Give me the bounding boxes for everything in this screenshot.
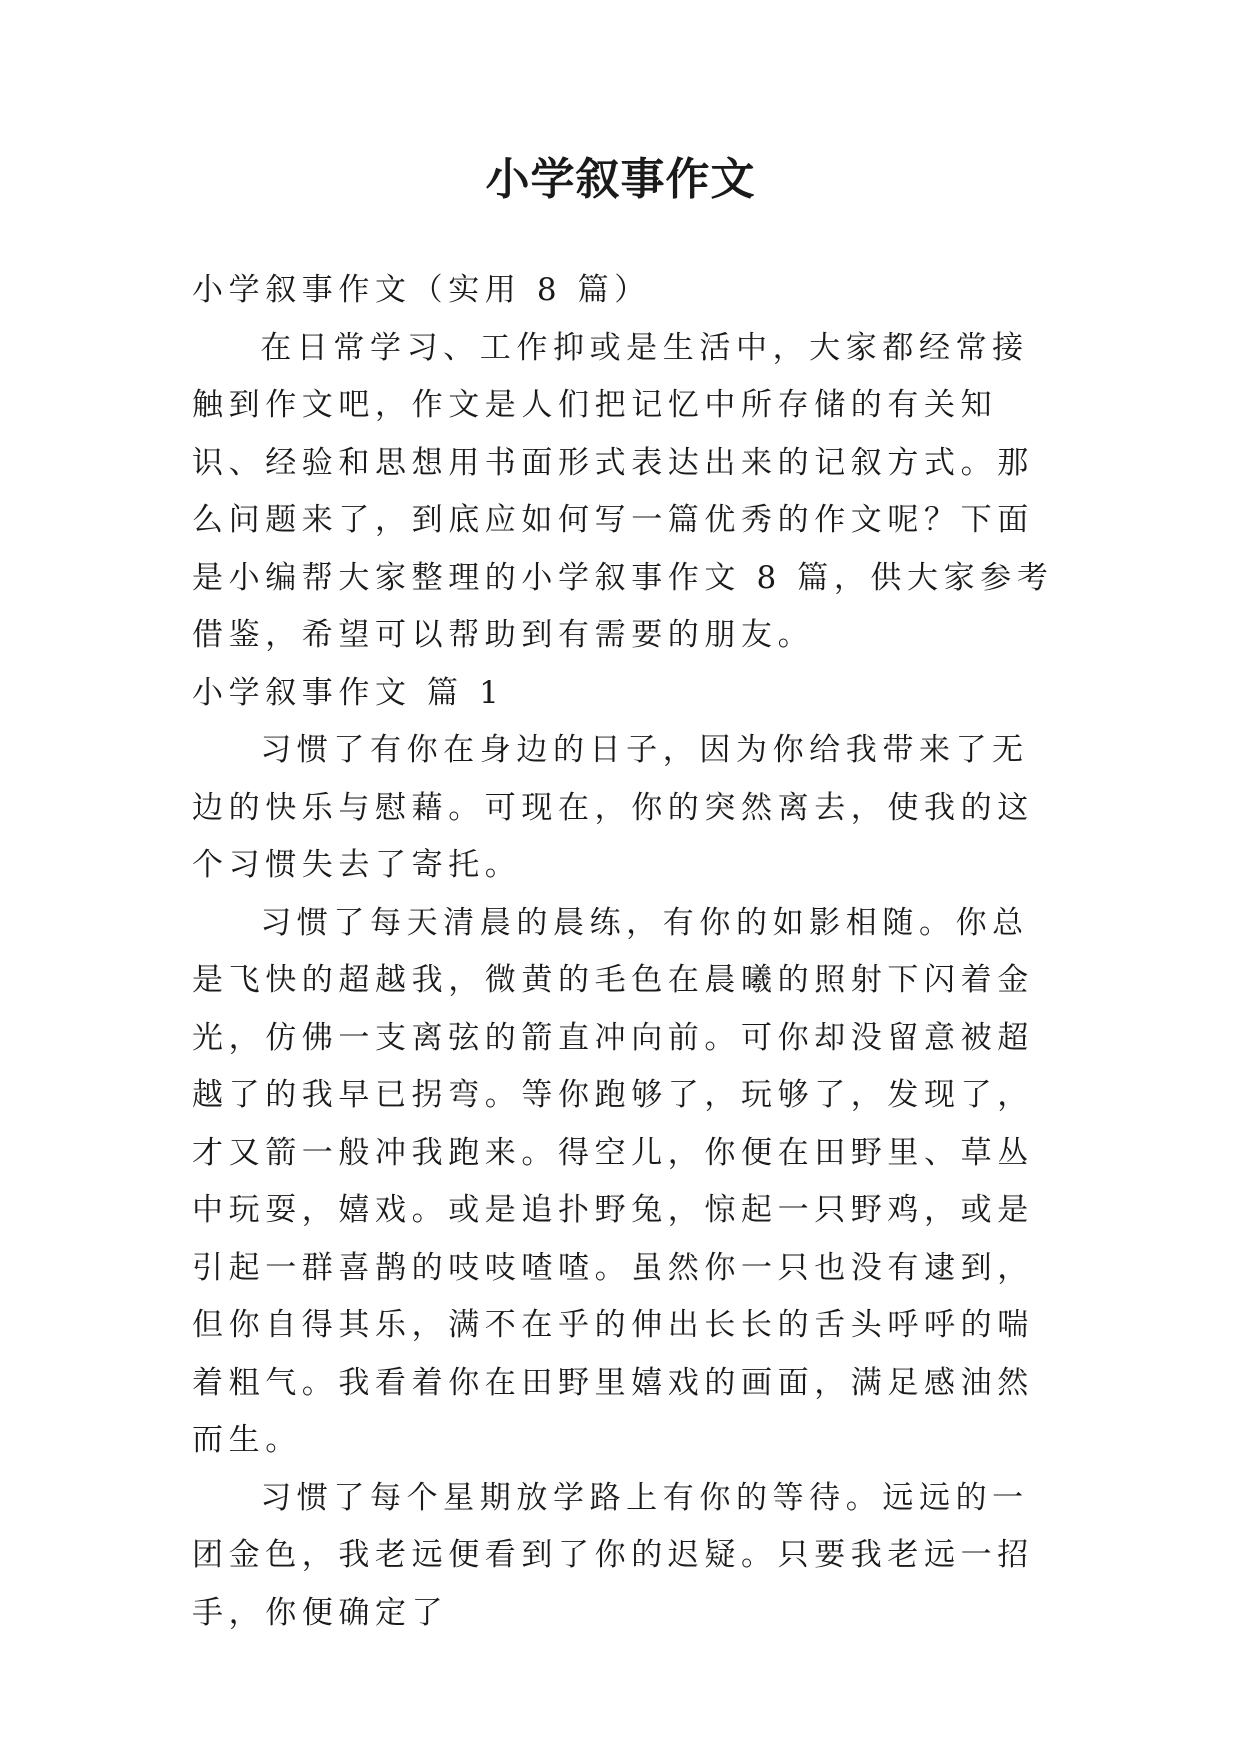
section-heading: 小学叙事作文 篇 1 [192,674,505,711]
document-title: 小学叙事作文 [485,154,756,205]
body-paragraph: 习惯了有你在身边的日子，因为你给我带来了无边的快乐与慰藉。可现在，你的突然离去，使我的这个习惯失去了寄托。 [192,732,1034,883]
document-subtitle: 小学叙事作文（实用 8 篇） [192,272,651,308]
body-paragraph: 习惯了每个星期放学路上有你的等待。远远的一团金色，我老远便看到了你的迟疑。只要我老远一招手，你便确定了 [192,1479,1034,1631]
document-body [192,262,1062,1642]
intro-paragraph: 在日常学习、工作抑或是生活中，大家都经常接触到作文吧，作文是人们把记忆中所存储的有关知识、经验和思想用书面形式表达出来的记叙方式。那么问题来了，到底应如何写一篇优秀的作文呢？下面是小编帮大家整理的小学叙事作文 8 篇，供大家参考借鉴，希望可以帮助到有需要的朋友。 [192,329,1054,653]
body-paragraph: 习惯了每天清晨的晨练，有你的如影相随。你总是飞快的超越我，微黄的毛色在晨曦的照射下闪着金光，仿佛一支离弦的箭直冲向前。可你却没留意被超越了的我早已拐弯。等你跑够了，玩够了，发现了，才又箭一般冲我跑来。得空儿，你便在田野里、草丛中玩耍，嬉戏。或是追扑野兔，惊起一只野鸡，或是引起一群喜鹊的吱吱喳喳。虽然你一只也没有逮到，但你自得其乐，满不在乎的伸出长长的舌头呼呼的喘着粗气。我看着你在田野里嬉戏的画面，满足感油然而生。 [192,904,1034,1458]
